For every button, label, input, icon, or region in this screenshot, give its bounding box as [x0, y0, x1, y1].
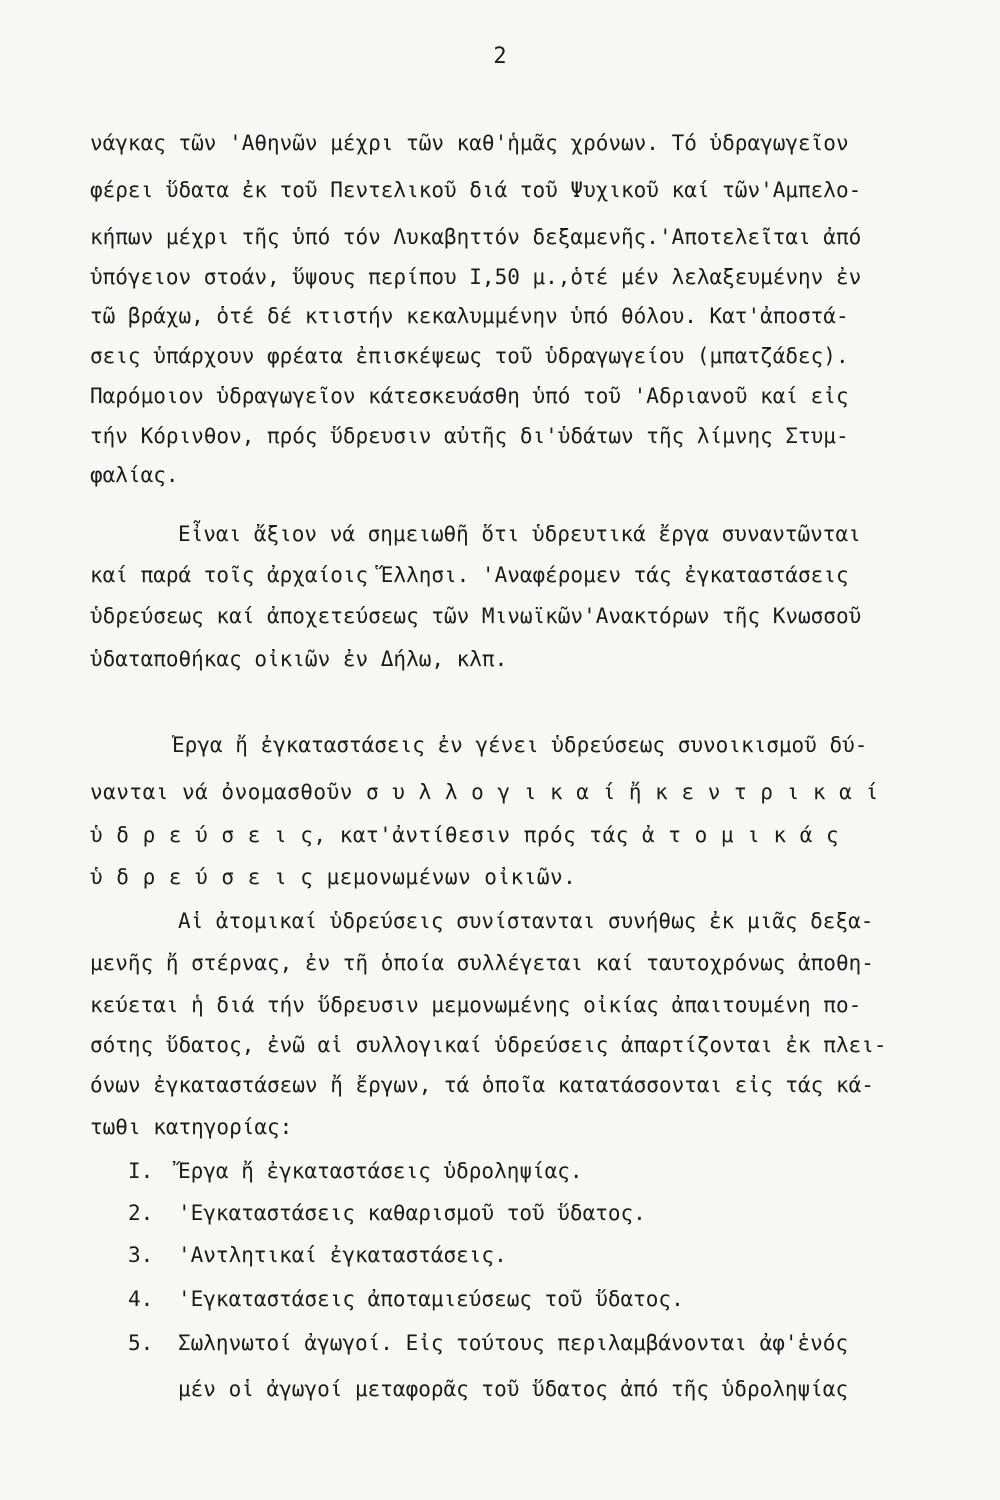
- list-item: [128, 1240, 978, 1270]
- paragraph-3-line-2: νανται νά ὀνομασθοῦν σ υ λ λ ο γ ι κ α ί ἤ κ ε ν τ ρ ι κ α ί: [90, 780, 879, 804]
- paragraph-1-line-7: Παρόμοιον ὑδραγωγεῖον κάτεσκευάσθη ὑπό τοῦ 'Αδριανοῦ καί εἰς: [90, 384, 849, 408]
- list-item: [128, 1156, 978, 1186]
- paragraph-2-line-2: καί παρά τοῖς ἀρχαίοις Ἕλλησι. 'Αναφέρομεν τάς ἐγκαταστάσεις: [90, 563, 849, 587]
- page-number: 2: [493, 44, 507, 69]
- paragraph-4-line-5: όνων ἐγκαταστάσεων ἤ ἔργων, τά ὁποῖα κατατάσσονται εἰς τάς κά-: [90, 1073, 874, 1097]
- paragraph-3-line-1: Ἔργα ἤ ἐγκαταστάσεις ἐν γένει ὑδρεύσεως συνοικισμοῦ δύ-: [172, 733, 868, 757]
- paragraph-4-line-4: σότης ὕδατος, ἐνῶ αἱ συλλογικαί ὑδρεύσεις ἀπαρτίζονται ἐκ πλει-: [90, 1033, 887, 1057]
- paragraph-4-line-3: κεύεται ἡ διά τήν ὕδρευσιν μεμονωμένης οἰκίας ἀπαιτουμένη πο-: [90, 993, 862, 1017]
- paragraph-2-line-3: ὑδρεύσεως καί ἀποχετεύσεως τῶν Μινωϊκῶν'Ανακτόρων τῆς Κνωσσοῦ: [90, 604, 862, 628]
- paragraph-2-line-1: Εἶναι ἄξιον νά σημειωθῆ ὅτι ὑδρευτικά ἔργα συναντῶνται: [178, 522, 861, 546]
- paragraph-1-line-1: νάγκας τῶν 'Αθηνῶν μέχρι τῶν καθ'ἡμᾶς χρόνων. Τό ὑδραγωγεῖον: [90, 131, 849, 155]
- paragraph-1-line-9: φαλίας.: [90, 463, 179, 487]
- paragraph-1-line-6: σεις ὑπάρχουν φρέατα ἐπισκέψεως τοῦ ὑδραγωγείου (μπατζάδες).: [90, 344, 849, 368]
- paragraph-4-line-1: Αἱ ἀτομικαί ὑδρεύσεις συνίστανται συνήθως ἐκ μιᾶς δεξα-: [178, 909, 874, 933]
- paragraph-2-line-4: ὑδαταποθήκας οἰκιῶν ἐν Δήλω, κλπ.: [90, 647, 508, 671]
- paragraph-1-line-4: ὑπόγειον στοάν, ὕψους περίπου Ι,50 μ.,ὁτέ μέν λελαξευμένην ἐν: [90, 265, 862, 289]
- list-item-number: 5.: [128, 1331, 154, 1355]
- paragraph-3-line-4: ὑ δ ρ ε ύ σ ε ι ς μεμονωμένων οἰκιῶν.: [90, 865, 577, 889]
- list-item: [128, 1328, 978, 1358]
- paragraph-1-line-8: τήν Κόρινθον, πρός ὕδρευσιν αὐτῆς δι'ὑδάτων τῆς λίμνης Στυμ-: [90, 424, 849, 448]
- list-item-text: Σωληνωτοί ἀγωγοί. Εἰς τούτους περιλαμβάνονται ἀφ'ἑνός: [178, 1331, 849, 1355]
- list-item-text: 'Εγκαταστάσεις ἀποταμιεύσεως τοῦ ὕδατος.: [178, 1287, 684, 1311]
- list-item: [128, 1198, 978, 1228]
- list-item-text: 'Εγκαταστάσεις καθαρισμοῦ τοῦ ὕδατος.: [178, 1201, 646, 1225]
- paragraph-4-line-2: μενῆς ἤ στέρνας, ἐν τῆ ὁποία συλλέγεται καί ταυτοχρόνως ἀποθη-: [90, 951, 874, 975]
- paragraph-1-line-5: τῶ βράχω, ὁτέ δέ κτιστήν κεκαλυμμένην ὑπό θόλου. Κατ'ἀποστά-: [90, 304, 849, 328]
- paragraph-1-line-2: φέρει ὕδατα ἐκ τοῦ Πεντελικοῦ διά τοῦ Ψυχικοῦ καί τῶν'Αμπελο-: [90, 178, 862, 202]
- paragraph-1-line-3: κήπων μέχρι τῆς ὑπό τόν Λυκαβηττόν δεξαμενῆς.'Αποτελεῖται ἀπό: [90, 225, 862, 249]
- list-item-number: 3.: [128, 1243, 154, 1267]
- list-item-number: 4.: [128, 1287, 154, 1311]
- paragraph-4-line-6: τωθι κατηγορίας:: [90, 1115, 293, 1139]
- list-item-number: Ι.: [128, 1159, 154, 1183]
- list-item-continuation: μέν οἱ ἀγωγοί μεταφορᾶς τοῦ ὕδατος ἀπό τῆς ὑδροληψίας: [178, 1377, 849, 1401]
- list-item-text: 'Αντλητικαί ἐγκαταστάσεις.: [178, 1243, 507, 1267]
- list-item: [128, 1284, 978, 1314]
- paragraph-3-line-3: ὑ δ ρ ε ύ σ ε ι ς, κατ'ἀντίθεσιν πρός τάς ἀ τ ο μ ι κ ά ς: [90, 823, 840, 847]
- list-item-number: 2.: [128, 1201, 154, 1225]
- list-item-text: Ἔργα ἤ ἐγκαταστάσεις ὑδροληψίας.: [178, 1159, 583, 1183]
